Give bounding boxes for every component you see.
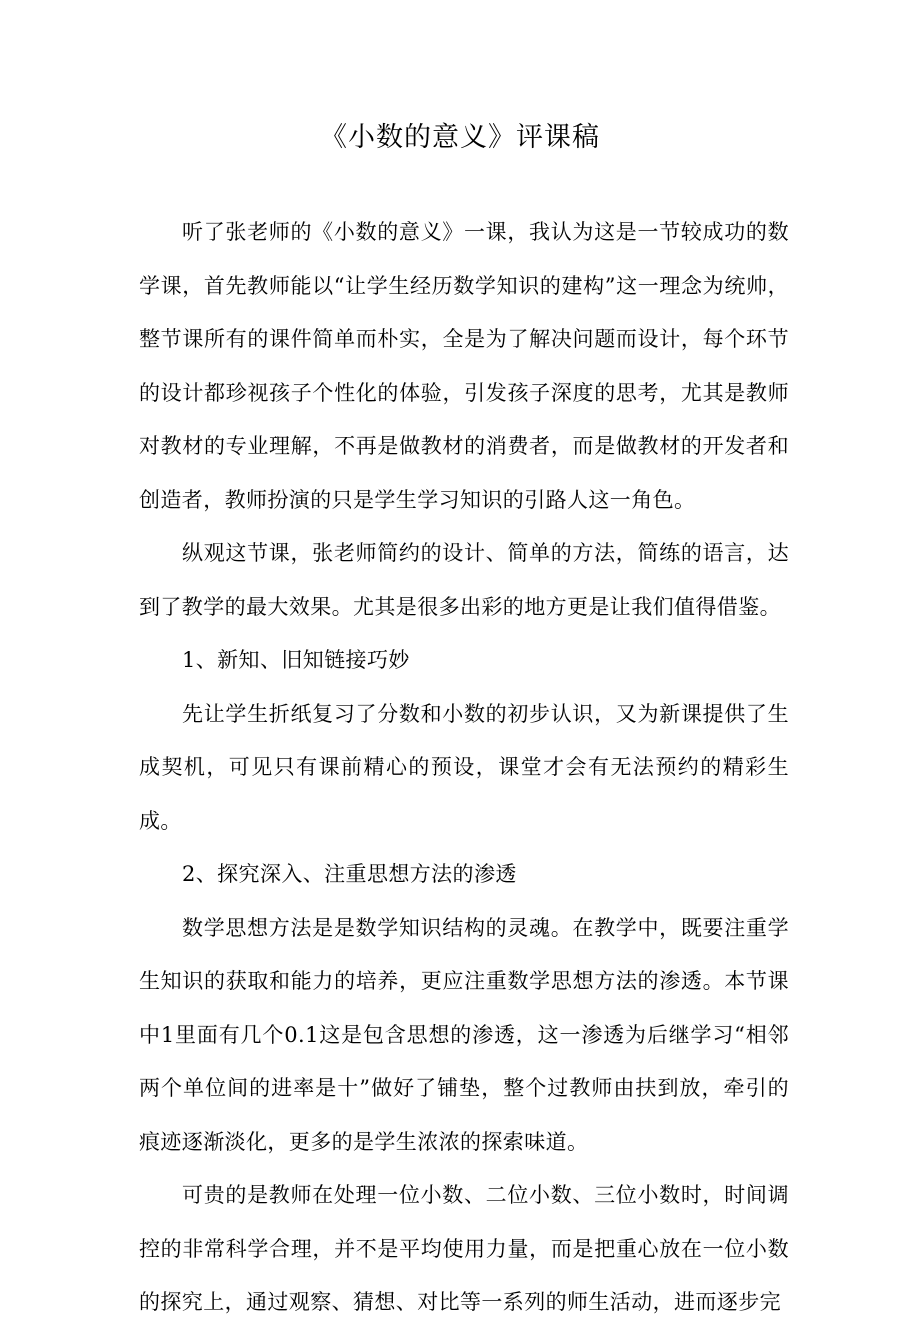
section-heading-1: 1、新知、旧知链接巧妙 (182, 648, 410, 672)
section-heading-2: 2、探究深入、注重思想方法的渗透 (182, 862, 517, 886)
paragraph-section-2: 数学思想方法是是数学知识结构的灵魂。在教学中，既要注重学生知识的获取和能力的培养，更应注重数学思想方法的渗透。本节课中1里面有几个0.1这是包含思想的渗透，这一渗透为后继学习“相邻两个单位间的进率是十”做好了铺垫，整个过教师由扶到放，牵引的痕迹逐渐淡化，更多的是学生浓浓的探索味道。 (139, 915, 789, 1154)
paragraph-section-1: 先让学生折纸复习了分数和小数的初步认识，又为新课提供了生成契机，可见只有课前精心的预设，课堂才会有无法预约的精彩生成。 (139, 701, 789, 833)
paragraph-time-control: 可贵的是教师在处理一位小数、二位小数、三位小数时，时间调控的非常科学合理，并不是平均使用力量，而是把重心放在一位小数的探究上，通过观察、猜想、对比等一系列的师生活动，进而逐步完 (139, 1183, 789, 1314)
document-title: 《小数的意义》评课稿 (320, 122, 600, 153)
document-body (139, 206, 789, 1330)
paragraph-overview: 纵观这节课，张老师简约的设计、简单的方法，简练的语言，达到了教学的最大效果。尤其是很多出彩的地方更是让我们值得借鉴。 (139, 541, 789, 619)
paragraph-intro: 听了张老师的《小数的意义》一课，我认为这是一节较成功的数学课，首先教师能以“让学生经历数学知识的建构”这一理念为统帅，整节课所有的课件简单而朴实，全是为了解决问题而设计，每个环节的设计都珍视孩子个性化的体验，引发孩子深度的思考，尤其是教师对教材的专业理解，不再是做教材的消费者，而是做教材的开发者和创造者，教师扮演的只是学生学习知识的引路人这一角色。 (139, 220, 789, 512)
